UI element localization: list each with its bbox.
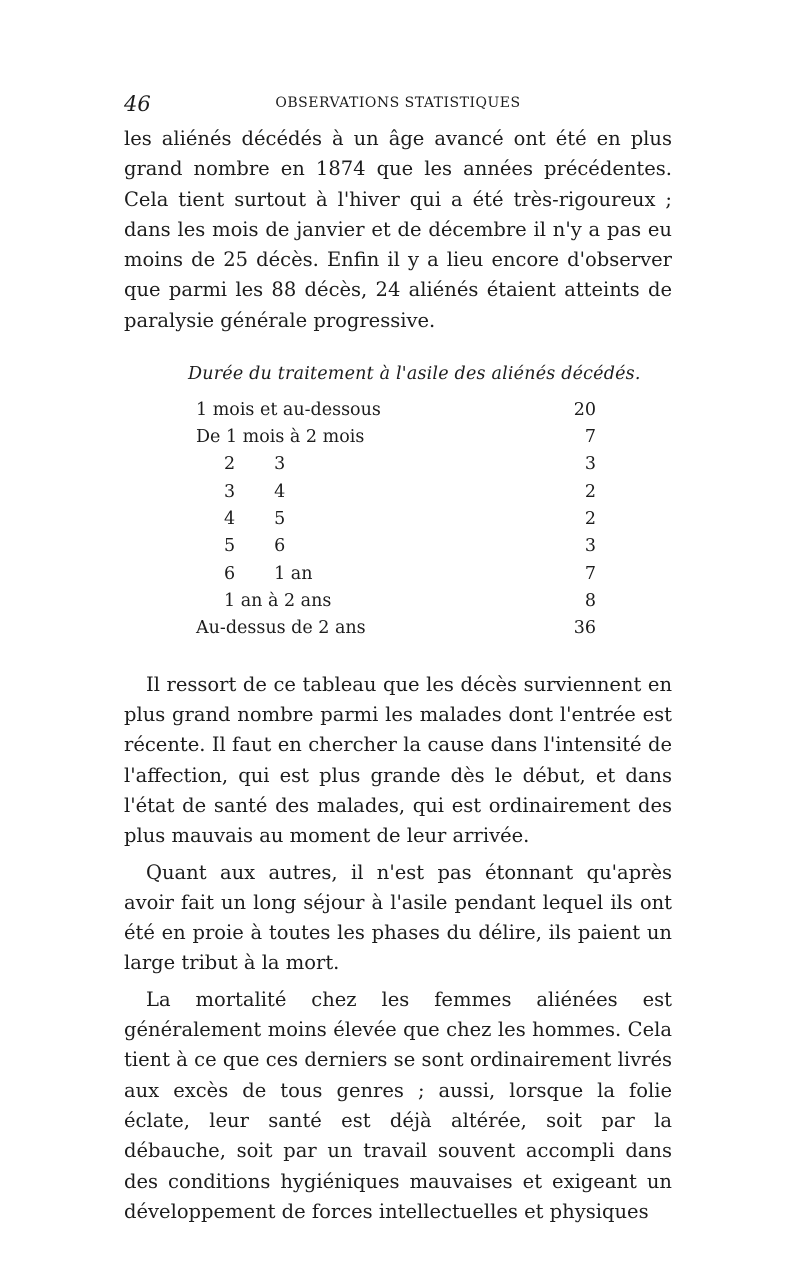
row-label: 1 an à 2 ans (224, 591, 335, 611)
row-value: 2 (584, 509, 596, 530)
row-label: 2 3 (224, 454, 289, 474)
row-label: 4 5 (224, 509, 289, 529)
page-number: 46 (124, 92, 151, 116)
running-title: OBSERVATIONS STATISTIQUES (275, 95, 521, 111)
row-value: 36 (573, 618, 596, 639)
table-row (196, 474, 596, 501)
paragraph: La mortalité chez les femmes aliénées est généralement moins élevée que chez les hommes. Cela tient à ce que ces derniers se sont ordinairement livrés aux excès de tous genres ; aussi, lorsque la folie éclate, leur santé est déjà altérée, soit par la débauche, soit par un travail souvent accompli dans des conditions hygiéniques mauvaises et exigeant un développement de forces intellectuelles et physiques (124, 987, 672, 1223)
paragraph: Quant aux autres, il n'est pas étonnant qu'après avoir fait un long séjour à l'asile pendant lequel ils ont été en proie à toutes les phases du délire, ils paient un large tribut à la mort. (124, 860, 672, 975)
table-row (196, 584, 596, 611)
row-label: De 1 mois à 2 mois (196, 427, 368, 447)
row-value: 3 (584, 536, 596, 557)
table-row (196, 447, 596, 474)
running-head (124, 92, 672, 118)
table-row (196, 529, 596, 556)
book-page (124, 92, 672, 1227)
row-value: 7 (584, 563, 596, 584)
table-row (196, 611, 596, 638)
table-row (196, 556, 596, 583)
table-row (196, 502, 596, 529)
row-label: 5 6 (224, 536, 289, 556)
table-caption: Durée du traitement à l'asile des aliénés décédés. (188, 364, 641, 385)
row-label: 3 4 (224, 482, 289, 502)
row-value: 3 (584, 454, 596, 475)
paragraph: Il ressort de ce tableau que les décès surviennent en plus grand nombre parmi les malades dont l'entrée est récente. Il faut en chercher la cause dans l'intensité de l'affection, qui est plus grande dès le début, et dans l'état de santé des malades, qui est ordinairement des plus mauvais au moment de leur arrivée. (124, 672, 672, 848)
duration-table (196, 394, 596, 640)
row-label: 1 mois et au-dessous (196, 400, 385, 420)
row-value: 2 (584, 481, 596, 502)
row-label: 6 1 an (224, 564, 316, 584)
row-value: 8 (584, 590, 596, 611)
row-value: 20 (573, 399, 596, 420)
paragraph-continued: les aliénés décédés à un âge avancé ont été en plus grand nombre en 1874 que les années précédentes. Cela tient surtout à l'hiver qui a été très-rigoureux ; dans les mois de janvier et de décembre il n'y a pas eu moins de 25 décès. Enfin il y a lieu encore d'observer que parmi les 88 décès, 24 aliénés étaient atteints de paralysie générale progressive. (124, 127, 672, 332)
table-row (196, 420, 596, 447)
row-value: 7 (584, 427, 596, 448)
table-row (196, 394, 596, 420)
row-label: Au-dessus de 2 ans (196, 618, 370, 638)
